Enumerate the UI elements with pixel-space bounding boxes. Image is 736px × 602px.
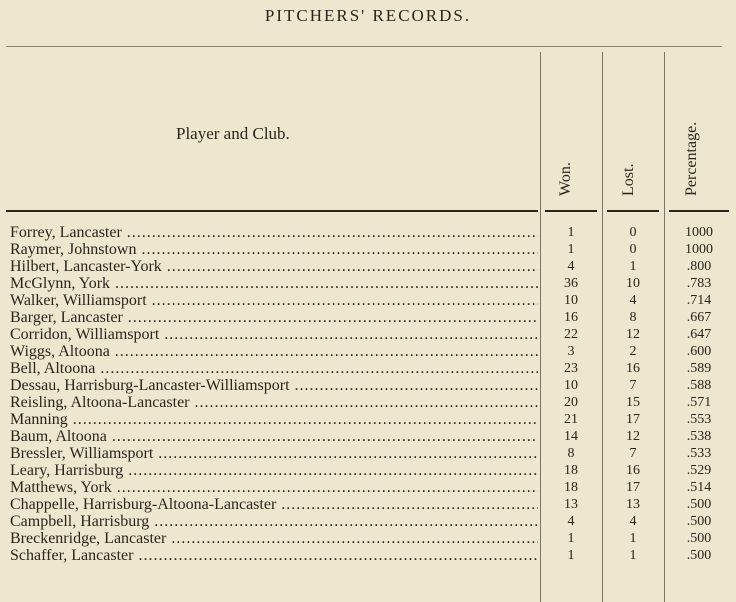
percentage-cell: .588 (686, 378, 712, 393)
lost-cell: 7 (629, 378, 637, 393)
table-row (0, 326, 736, 343)
won-cell: 23 (564, 361, 578, 376)
player-name-cell: Wiggs, Altoona ..... (10, 343, 538, 360)
table-row (0, 513, 736, 530)
won-cell: 21 (564, 412, 578, 427)
table-row (0, 258, 736, 275)
percentage-cell: .500 (686, 514, 712, 529)
percentage-cell: .538 (686, 429, 712, 444)
percentage-cell: .533 (686, 446, 712, 461)
percentage-cell: .553 (686, 412, 712, 427)
won-cell: 10 (564, 293, 578, 308)
won-cell: 13 (564, 497, 578, 512)
table-row (0, 530, 736, 547)
won-cell: 20 (564, 395, 578, 410)
table-row (0, 292, 736, 309)
won-cell: 1 (567, 548, 575, 563)
player-name-cell: Breckenridge, Lancaster ..... (10, 530, 538, 547)
lost-cell: 4 (629, 293, 637, 308)
won-cell: 8 (567, 446, 575, 461)
percentage-cell: .783 (686, 276, 712, 291)
table-row (0, 275, 736, 292)
lost-cell: 10 (626, 276, 640, 291)
table-row (0, 445, 736, 462)
percentage-cell: .589 (686, 361, 712, 376)
player-name-cell: Walker, Williamsport ..... (10, 292, 538, 309)
player-name-cell: Chappelle, Harrisburg-Altoona-Lancaster ..... (10, 496, 538, 513)
won-cell: 10 (564, 378, 578, 393)
percentage-cell: .571 (686, 395, 712, 410)
lost-cell: 12 (626, 429, 640, 444)
lost-cell: 0 (629, 225, 637, 240)
page-title: PITCHERS' RECORDS. (264, 6, 472, 25)
top-rule (6, 46, 722, 47)
lost-cell: 17 (626, 480, 640, 495)
percentage-header: Percentage. (683, 121, 700, 196)
table-row (0, 462, 736, 479)
won-cell: 36 (564, 276, 578, 291)
won-cell: 1 (567, 531, 575, 546)
won-cell: 4 (567, 259, 575, 274)
percentage-cell: .500 (686, 497, 712, 512)
percentage-cell: .514 (686, 480, 712, 495)
lost-cell: 2 (629, 344, 637, 359)
lost-cell: 4 (629, 514, 637, 529)
percentage-cell: 1000 (685, 242, 713, 257)
won-cell: 4 (567, 514, 575, 529)
lost-cell: 15 (626, 395, 640, 410)
lost-cell: 16 (626, 361, 640, 376)
table-row (0, 343, 736, 360)
lost-cell: 13 (626, 497, 640, 512)
lost-cell: 1 (629, 259, 637, 274)
won-cell: 14 (564, 429, 578, 444)
table-row (0, 496, 736, 513)
table-row (0, 428, 736, 445)
player-name-cell: McGlynn, York ..... (10, 275, 538, 292)
player-name-cell: Schaffer, Lancaster ..... (10, 547, 538, 564)
percentage-cell: .667 (686, 310, 712, 325)
won-cell: 22 (564, 327, 578, 342)
header-rule (6, 210, 538, 212)
player-name-cell: Hilbert, Lancaster-York ..... (10, 258, 538, 275)
won-cell: 18 (564, 463, 578, 478)
player-name-cell: Bressler, Williamsport ..... (10, 445, 538, 462)
percentage-cell: .714 (686, 293, 712, 308)
player-name-cell: Bell, Altoona ..... (10, 360, 538, 377)
player-name-cell: Raymer, Johnstown ..... (10, 241, 538, 258)
table-row (0, 377, 736, 394)
lost-cell: 1 (629, 548, 637, 563)
lost-cell: 17 (626, 412, 640, 427)
percentage-cell: .500 (686, 548, 712, 563)
player-name-cell: Campbell, Harrisburg ..... (10, 513, 538, 530)
won-cell: 18 (564, 480, 578, 495)
percentage-cell: 1000 (685, 225, 713, 240)
player-name-cell: Barger, Lancaster ..... (10, 309, 538, 326)
player-name-cell: Matthews, York ..... (10, 479, 538, 496)
percentage-cell: .800 (686, 259, 712, 274)
won-cell: 1 (567, 225, 575, 240)
player-name-cell: Leary, Harrisburg ..... (10, 462, 538, 479)
percentage-cell: .600 (686, 344, 712, 359)
header-rule (545, 210, 597, 212)
pitchers-table-body (0, 224, 736, 564)
player-name-cell: Dessau, Harrisburg-Lancaster-Williamsport ..... (10, 377, 538, 394)
player-name-cell: Baum, Altoona ..... (10, 428, 538, 445)
player-name-cell: Corridon, Williamsport ..... (10, 326, 538, 343)
table-row (0, 411, 736, 428)
won-cell: 1 (567, 242, 575, 257)
table-row (0, 547, 736, 564)
lost-cell: 1 (629, 531, 637, 546)
table-row (0, 360, 736, 377)
player-club-header: Player and Club. (176, 124, 290, 143)
table-row (0, 394, 736, 411)
percentage-cell: .529 (686, 463, 712, 478)
player-name-cell: Reisling, Altoona-Lancaster ..... (10, 394, 538, 411)
lost-cell: 12 (626, 327, 640, 342)
won-header: Won. (557, 162, 574, 196)
lost-cell: 0 (629, 242, 637, 257)
lost-header: Lost. (620, 163, 637, 196)
won-cell: 16 (564, 310, 578, 325)
lost-cell: 8 (629, 310, 637, 325)
table-row (0, 241, 736, 258)
table-row (0, 224, 736, 241)
header-rule (669, 210, 729, 212)
lost-cell: 16 (626, 463, 640, 478)
percentage-cell: .500 (686, 531, 712, 546)
player-name-cell: Manning ..... (10, 411, 538, 428)
lost-cell: 7 (629, 446, 637, 461)
won-cell: 3 (567, 344, 575, 359)
table-row (0, 479, 736, 496)
percentage-cell: .647 (686, 327, 712, 342)
header-rule (607, 210, 659, 212)
player-name-cell: Forrey, Lancaster ..... (10, 224, 538, 241)
table-row (0, 309, 736, 326)
